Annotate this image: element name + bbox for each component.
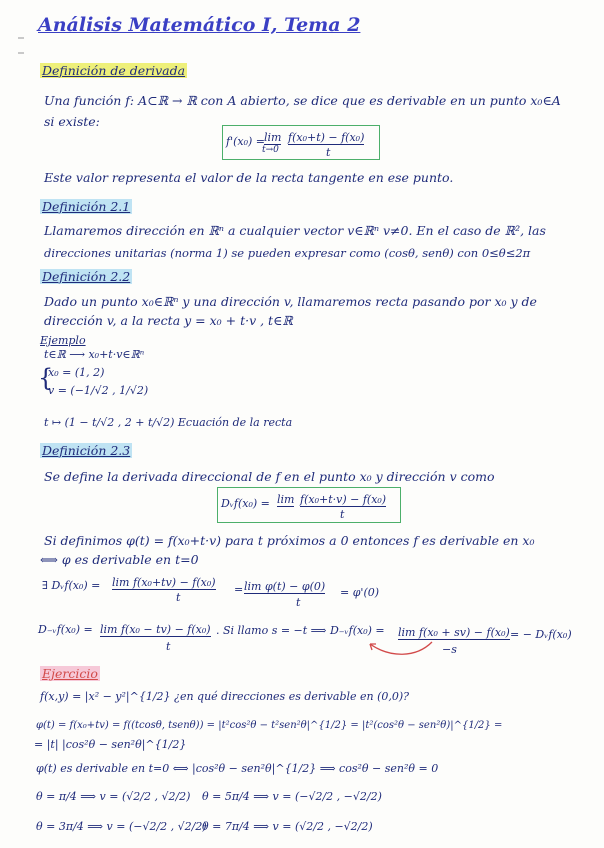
derivada-text-line2: si existe: [44, 114, 100, 129]
section-heading-2-2: Definición 2.2 [42, 269, 131, 284]
ejemplo-heading: Ejemplo [40, 334, 86, 347]
ejercicio-case-1: θ = π/4 ⟹ v = (√2/2 , √2/2) [36, 790, 191, 803]
ejercicio-line2: φ(t) = f(x₀+tv) = f((tcosθ, tsenθ)) = |t²cos²θ − t²sen²θ|^{1/2} = |t²(cos²θ − sen²θ)|^{1/2} = [36, 720, 503, 731]
section-heading-2-3: Definición 2.3 [42, 443, 131, 458]
ejercicio-line3: = |t| |cos²θ − sen²θ|^{1/2} [34, 738, 187, 751]
section-heading-derivada: Definición de derivada [42, 63, 186, 78]
def23-line4-mid: = [234, 583, 244, 596]
def23-text-line1: Se define la derivada direccional de f en el punto x₀ y dirección v como [44, 469, 495, 484]
ejercicio-line4: φ(t) es derivable en t=0 ⟺ |cos²θ − sen²θ|^{1/2} ⟹ cos²θ − sen²θ = 0 [36, 762, 439, 775]
ejemplo-line2: x₀ = (1, 2) [48, 366, 105, 379]
derivada-formula-lim: lim [264, 131, 282, 144]
def21-text-line1: Llamaremos dirección en ℝⁿ a cualquier vector v∈ℝⁿ v≠0. En el caso de ℝ², las [44, 223, 546, 238]
def23-line5-mid: . Si llamo s = −t ⟹ D₋ᵥf(x₀) = [216, 624, 385, 637]
ejercicio-case-3: θ = 3π/4 ⟹ v = (−√2/2 , √2/2) [36, 820, 207, 833]
ejemplo-line4: t ↦ (1 − t/√2 , 2 + t/√2) Ecuación de la recta [44, 416, 293, 429]
def23-line5-den2: −s [442, 643, 457, 656]
def23-line5-den: t [166, 640, 171, 653]
def22-text-line1: Dado un punto x₀∈ℝⁿ y una dirección v, llamaremos recta pasando por x₀ y de [44, 294, 537, 309]
derivada-text-line1: Una función f: A⊂ℝ → ℝ con A abierto, se dice que es derivable en un punto x₀∈A [44, 93, 561, 108]
def23-formula-den: t [340, 508, 345, 521]
def23-line5-lhs: D₋ᵥf(x₀) = [38, 623, 93, 636]
ejercicio-case-4: θ = 7π/4 ⟹ v = (√2/2 , −√2/2) [202, 820, 373, 833]
ejemplo-line3: v = (−1/√2 , 1/√2) [48, 384, 149, 397]
def23-formula-lhs: Dᵥf(x₀) = [221, 497, 270, 510]
section-heading-2-1: Definición 2.1 [42, 199, 131, 214]
section-heading-ejercicio: Ejercicio [42, 666, 98, 681]
derivada-formula-num: f(x₀+t) − f(x₀) [288, 131, 365, 144]
def23-line5-num2: lim f(x₀ + sv) − f(x₀) [398, 626, 510, 639]
def23-line5-num: lim f(x₀ − tv) − f(x₀) [100, 623, 211, 636]
margin-mark [18, 37, 24, 39]
def23-formula-lim: lim [277, 493, 295, 506]
derivada-formula-den: t [326, 146, 331, 159]
derivada-formula-lhs: f'(x₀) = [226, 135, 266, 148]
def23-line4-num: lim f(x₀+tv) − f(x₀) [112, 576, 216, 589]
derivada-formula-sub: t→0 [262, 145, 279, 155]
ejemplo-brace: { [38, 364, 54, 392]
page-title: Análisis Matemático I, Tema 2 [38, 14, 361, 36]
def23-line4-den: t [176, 591, 181, 604]
def23-line4-num2: lim φ(t) − φ(0) [244, 580, 326, 593]
ejercicio-line1: f(x,y) = |x² − y²|^{1/2} ¿en qué direcciones es derivable en (0,0)? [40, 690, 410, 703]
def22-text-line2: dirección v, a la recta y = x₀ + t·v , t∈ℝ [44, 313, 293, 328]
def23-line4-rhs: = φ'(0) [340, 586, 380, 599]
ejemplo-line1: t∈ℝ ⟶ x₀+t·v∈ℝⁿ [44, 348, 145, 361]
derivada-text-line3: Este valor representa el valor de la recta tangente en ese punto. [44, 170, 454, 185]
substitution-arrow [360, 636, 440, 658]
def21-text-line2: direcciones unitarias (norma 1) se pueden expresar como (cosθ, senθ) con 0≤θ≤2π [44, 246, 531, 260]
def23-line5-rhs: = − Dᵥf(x₀) [510, 628, 572, 641]
def23-text-line3: ⟺ φ es derivable en t=0 [40, 552, 199, 567]
def23-line4-lhs: ∃ Dᵥf(x₀) = [42, 579, 101, 592]
def23-text-line2: Si definimos φ(t) = f(x₀+t·v) para t próximos a 0 entonces f es derivable en x₀ [44, 533, 535, 548]
def23-line4-den2: t [296, 596, 301, 609]
ejercicio-case-2: θ = 5π/4 ⟹ v = (−√2/2 , −√2/2) [202, 790, 382, 803]
margin-mark [18, 52, 24, 54]
def23-formula-num: f(x₀+t·v) − f(x₀) [300, 493, 387, 506]
